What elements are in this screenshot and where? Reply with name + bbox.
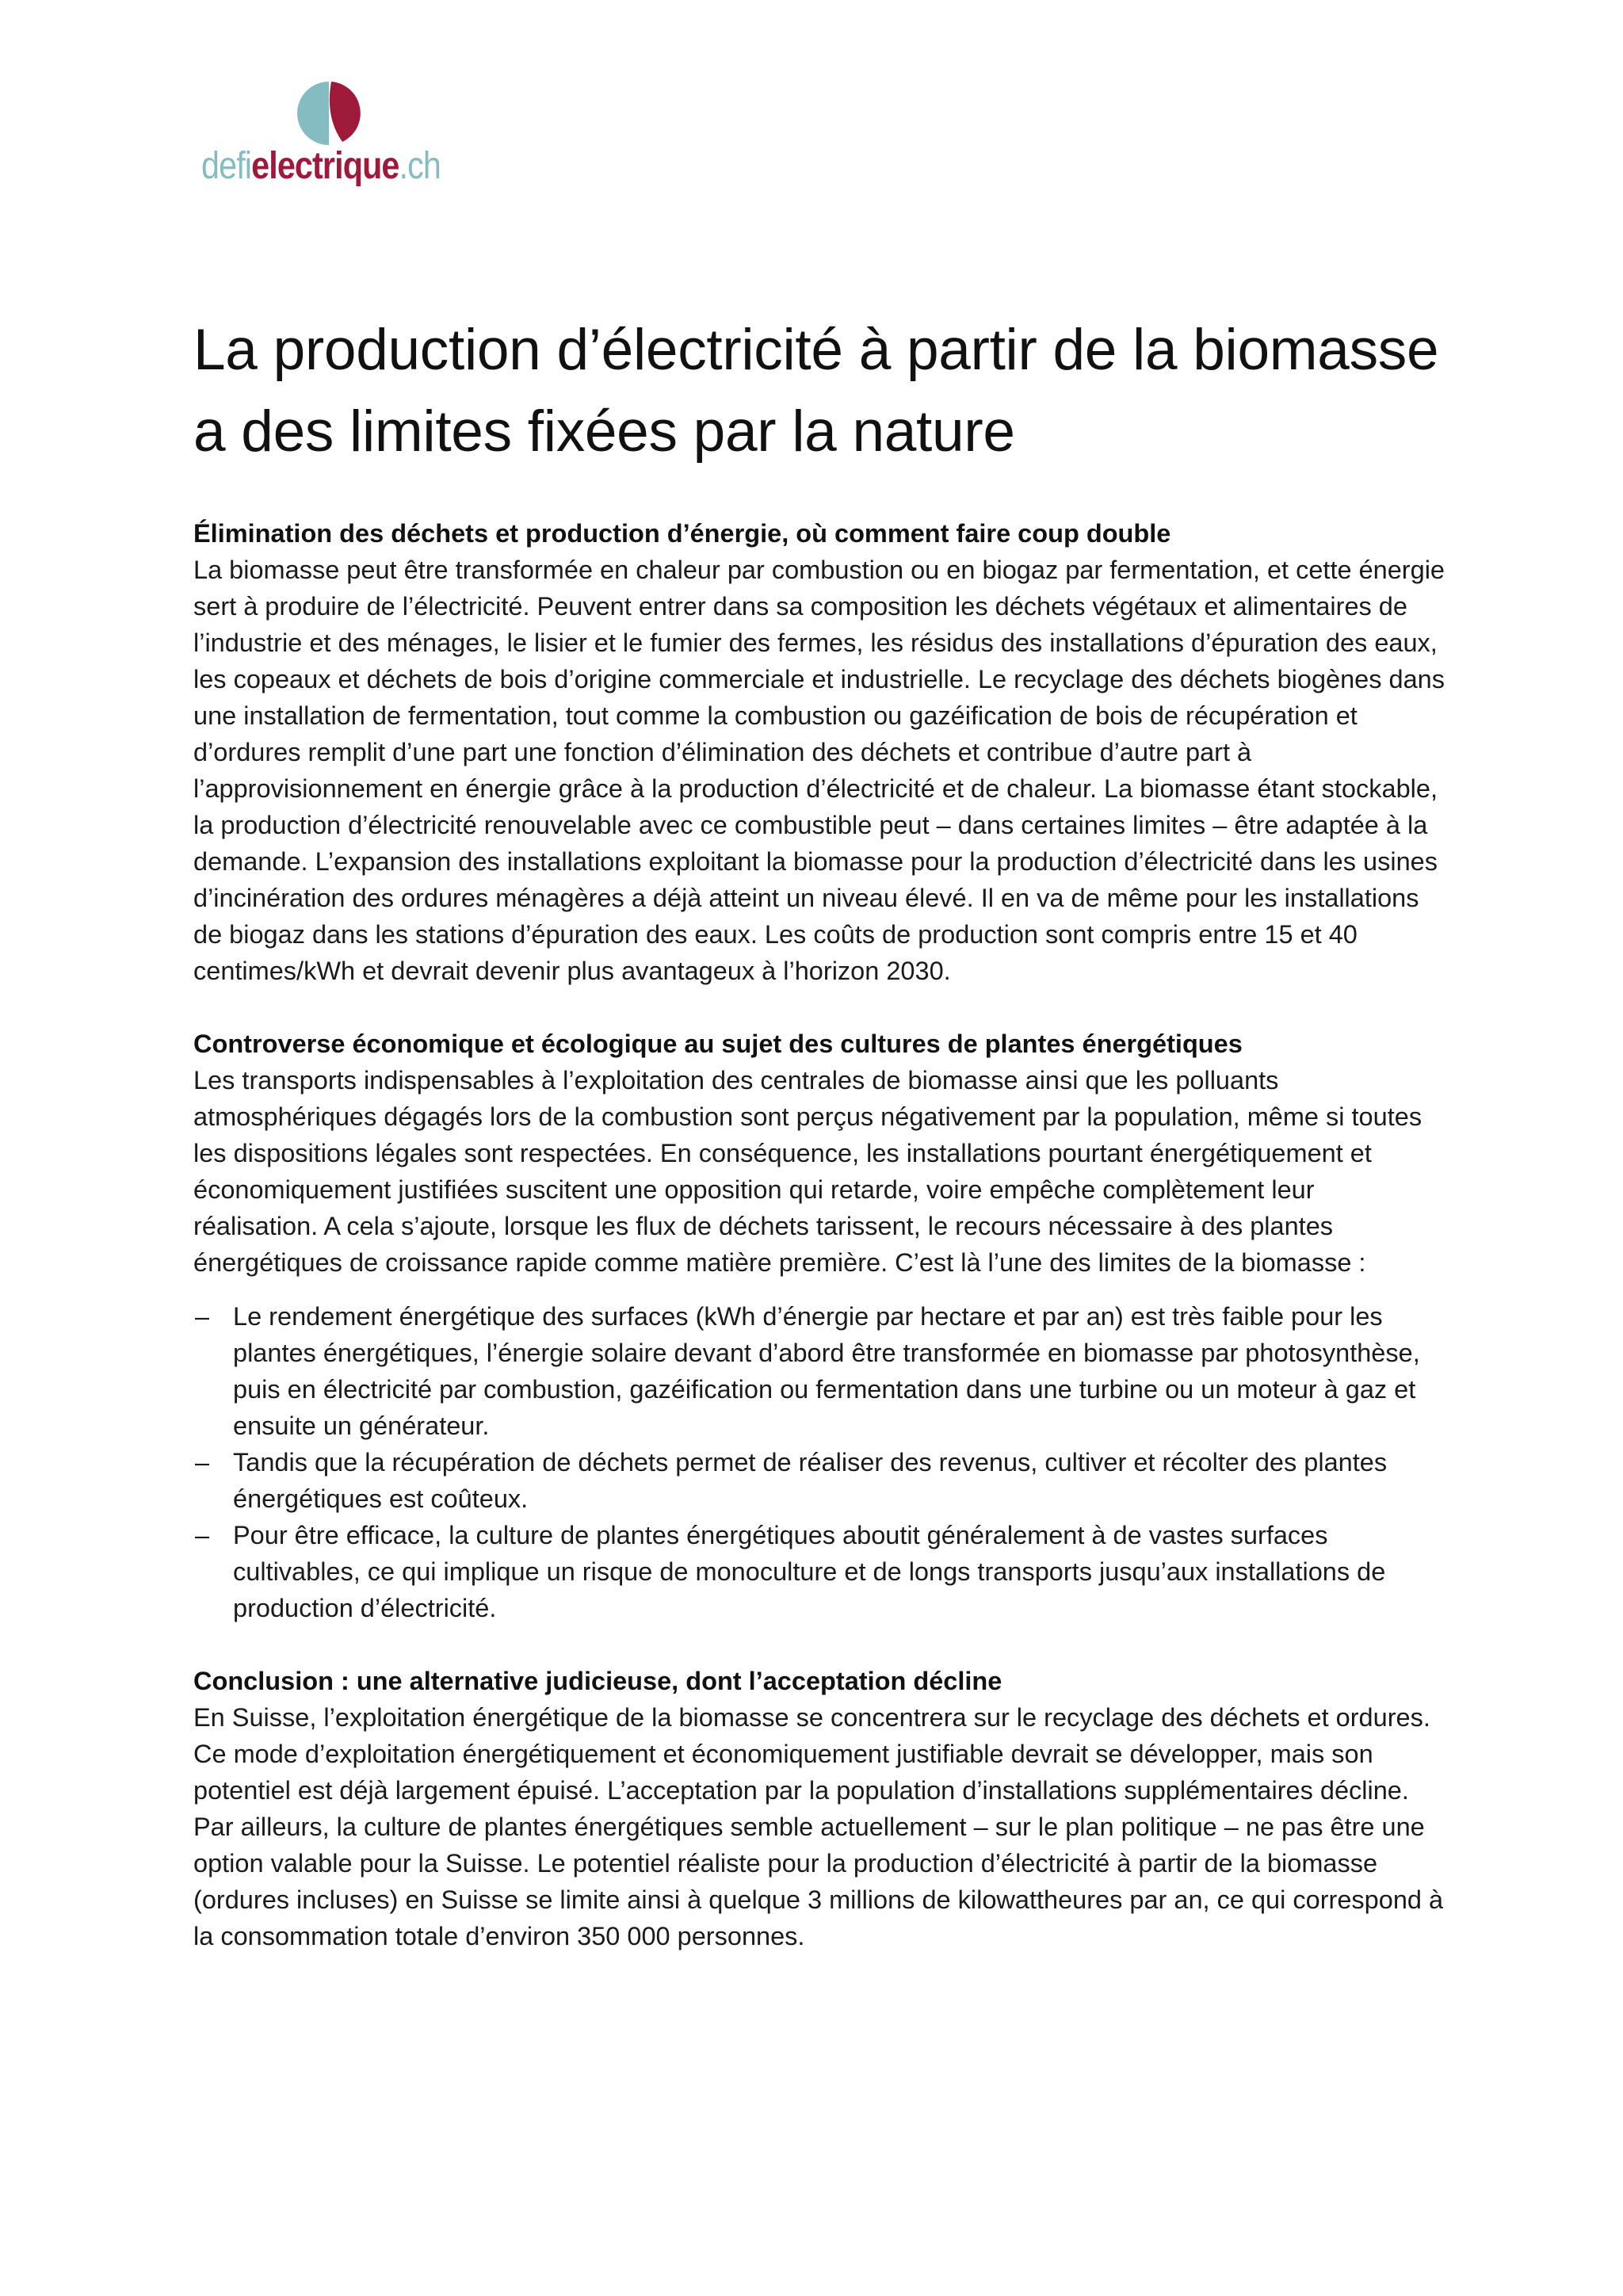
section-paragraph: En Suisse, l’exploitation énergétique de la biomasse se concentrera sur le recyclage des déchets et ordures. Ce mode d’exploitation énergétiquement et économiquement justifiable devrait se développer, mais son potentiel est déjà largement épuisé. L’acceptation par la population d’installations supplémentaires décline. Par ailleurs, la culture de plantes énergétiques semble actuellement – sur le plan politique – ne pas être une option valable pour la Suisse. Le potentiel réaliste pour la production d’électricité à partir de la biomasse (ordures incluses) en Suisse se limite ainsi à quelque 3 millions de kilowattheures par an, ce qui correspond à la consommation totale d’environ 350 000 personnes.	[193, 1703, 1444, 1950]
section-paragraph: Les transports indispensables à l’exploitation des centrales de biomasse ainsi que les polluants atmosphériques dégagés lors de la combustion sont perçus négativement par la population, même si toutes les dispositions légales sont respectées. En conséquence, les installations pourtant énergétiquement et économiquement justifiées suscitent une opposition qui retarde, voire empêche complètement leur réalisation. A cela s’ajoute, lorsque les flux de déchets tarissent, le recours nécessaire à des plantes énergétiques de croissance rapide comme matière première. C’est là l’une des limites de la biomasse :	[193, 1066, 1423, 1277]
list-item-text: Tandis que la récupération de déchets permet de réaliser des revenus, cultiver et récolter des plantes énergétiques est coûteux.	[233, 1448, 1388, 1513]
section-controverse	[193, 1026, 1445, 1626]
logo[interactable]	[201, 78, 471, 197]
page-title: La production d’électricité à partir de la biomasse a des limites fixées par la nature	[193, 318, 1439, 464]
limits-list	[193, 1298, 1445, 1626]
section-heading: Conclusion : une alternative judicieuse, dont l’acceptation décline	[193, 1667, 1002, 1695]
logo-wordmark	[201, 144, 441, 188]
section-conclusion	[193, 1663, 1445, 1954]
dash-marker: –	[195, 1521, 210, 1549]
list-item-text: Le rendement énergétique des surfaces (kWh d’énergie par hectare et par an) est très faible pour les plantes énergétiques, l’énergie solaire devant d’abord être transformée en biomasse par photosynthèse, puis en électricité par combustion, gazéification ou fermentation dans une turbine ou un moteur à gaz et ensuite un générateur.	[233, 1302, 1420, 1440]
section-paragraph: La biomasse peut être transformée en chaleur par combustion ou en biogaz par fermentation, et cette énergie sert à produire de l’électricité. Peuvent entrer dans sa composition les déchets végétaux et alimentaires de l’industrie et des ménages, le lisier et le fumier des fermes, les résidus des installations d’épuration des eaux, les copeaux et déchets de bois d’origine commerciale et industrielle. Le recyclage des déchets biogènes dans une installation de fermentation, tout comme la combustion ou gazéification de bois de récupération et d’ordures remplit d’une part une fonction d’élimination des déchets et contribue d’autre part à l’approvisionnement en énergie grâce à la production d’électricité et de chaleur. La biomasse étant stockable, la production d’électricité renouvelable avec ce combustible peut – dans certaines limites – être adaptée à la demande. L’expansion des installations exploitant la biomasse pour la production d’électricité dans les usines d’incinération des ordures ménagères a déjà atteint un niveau élevé. Il en va de même pour les installations de biogaz dans les stations d’épuration des eaux. Les coûts de production sont compris entre 15 et 40 centimes/kWh et devrait devenir plus avantageux à l’horizon 2030.	[193, 556, 1445, 985]
dash-marker: –	[195, 1302, 210, 1331]
logo-text-defi: defi	[201, 145, 252, 187]
list-item-text: Pour être efficace, la culture de plantes énergétiques aboutit généralement à de vastes surfaces cultivables, ce qui implique un risque de monoculture et de longs transports jusqu’aux installations de production d’électricité.	[233, 1521, 1386, 1622]
dash-marker: –	[195, 1448, 210, 1477]
section-heading: Élimination des déchets et production d’énergie, où comment faire coup double	[193, 519, 1171, 548]
logo-text-electrique: electrique	[251, 145, 399, 187]
logo-text-tld: .ch	[399, 145, 441, 187]
section-heading: Controverse économique et écologique au sujet des cultures de plantes énergétiques	[193, 1030, 1243, 1058]
logo-circle-icon	[293, 78, 365, 149]
list-item	[193, 1444, 1445, 1517]
list-item	[193, 1517, 1445, 1626]
section-elimination	[193, 515, 1445, 989]
list-item	[193, 1298, 1445, 1444]
document-body	[193, 309, 1445, 1954]
